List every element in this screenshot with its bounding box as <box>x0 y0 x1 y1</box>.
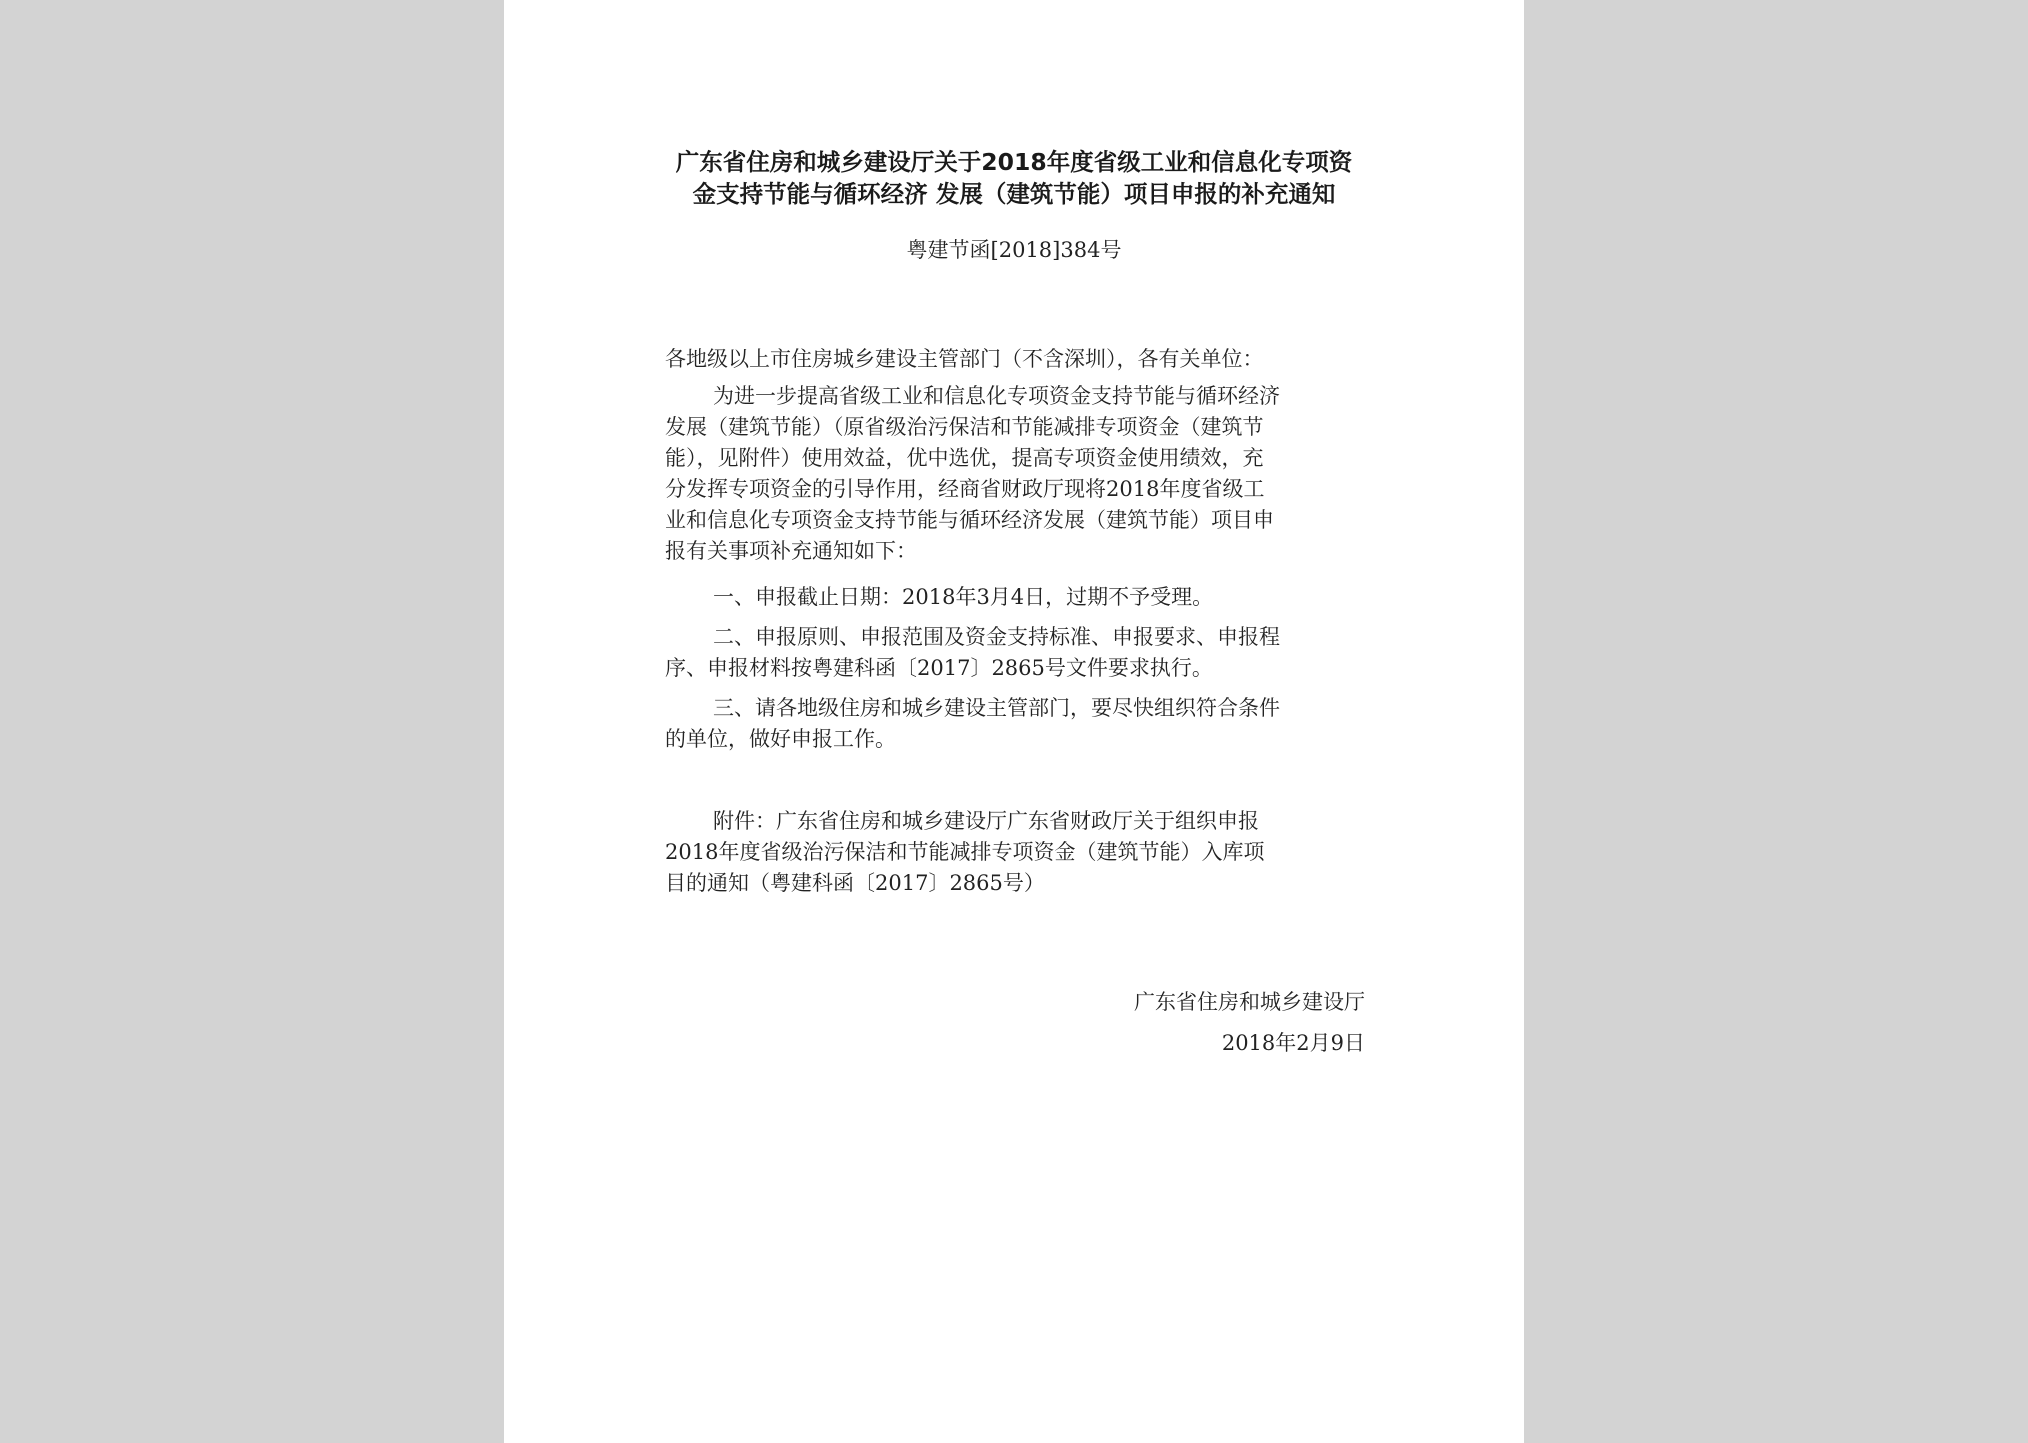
document-page <box>504 0 1524 1443</box>
attachment-line: 2018年度省级治污保洁和节能减排专项资金（建筑节能）入库项 <box>665 840 1265 864</box>
signature-organization: 广东省住房和城乡建设厅 <box>1134 990 1365 1014</box>
paragraph-line: 为进一步提高省级工业和信息化专项资金支持节能与循环经济 <box>713 384 1280 408</box>
paragraph-line: 能），见附件）使用效益，优中选优，提高专项资金使用绩效，充 <box>665 446 1264 470</box>
title-line-1: 广东省住房和城乡建设厅关于2018年度省级工业和信息化专项资 <box>675 148 1353 176</box>
item-line: 三、请各地级住房和城乡建设主管部门，要尽快组织符合条件 <box>713 696 1280 720</box>
paragraph-line: 业和信息化专项资金支持节能与循环经济发展（建筑节能）项目申 <box>665 508 1274 532</box>
attachment-note <box>665 806 1365 899</box>
item-1-deadline <box>665 582 1365 613</box>
title-line-2: 金支持节能与循环经济 发展（建筑节能）项目申报的补充通知 <box>692 180 1336 208</box>
paragraph-intro <box>665 381 1365 567</box>
item-3-organize <box>665 693 1365 755</box>
attachment-line: 附件：广东省住房和城乡建设厅广东省财政厅关于组织申报 <box>713 809 1259 833</box>
salutation <box>665 344 1365 375</box>
item-line: 一、申报截止日期：2018年3月4日，过期不予受理。 <box>713 585 1214 609</box>
signature-date: 2018年2月9日 <box>1221 1031 1365 1055</box>
attachment-line: 目的通知（粤建科函〔2017〕2865号） <box>665 871 1045 895</box>
item-line: 的单位，做好申报工作。 <box>665 727 896 751</box>
paragraph-line: 报有关事项补充通知如下： <box>665 539 917 563</box>
document-number: 粤建节函[2018]384号 <box>906 238 1122 262</box>
salutation-line: 各地级以上市住房城乡建设主管部门（不含深圳），各有关单位： <box>665 347 1264 371</box>
paragraph-line: 分发挥专项资金的引导作用，经商省财政厅现将2018年度省级工 <box>665 477 1265 501</box>
paragraph-line: 发展（建筑节能）（原省级治污保洁和节能减排专项资金（建筑节 <box>665 415 1264 439</box>
item-line: 二、申报原则、申报范围及资金支持标准、申报要求、申报程 <box>713 625 1280 649</box>
document-title <box>664 146 1364 210</box>
item-2-requirements <box>665 622 1365 684</box>
item-line: 序、申报材料按粤建科函〔2017〕2865号文件要求执行。 <box>665 656 1213 680</box>
